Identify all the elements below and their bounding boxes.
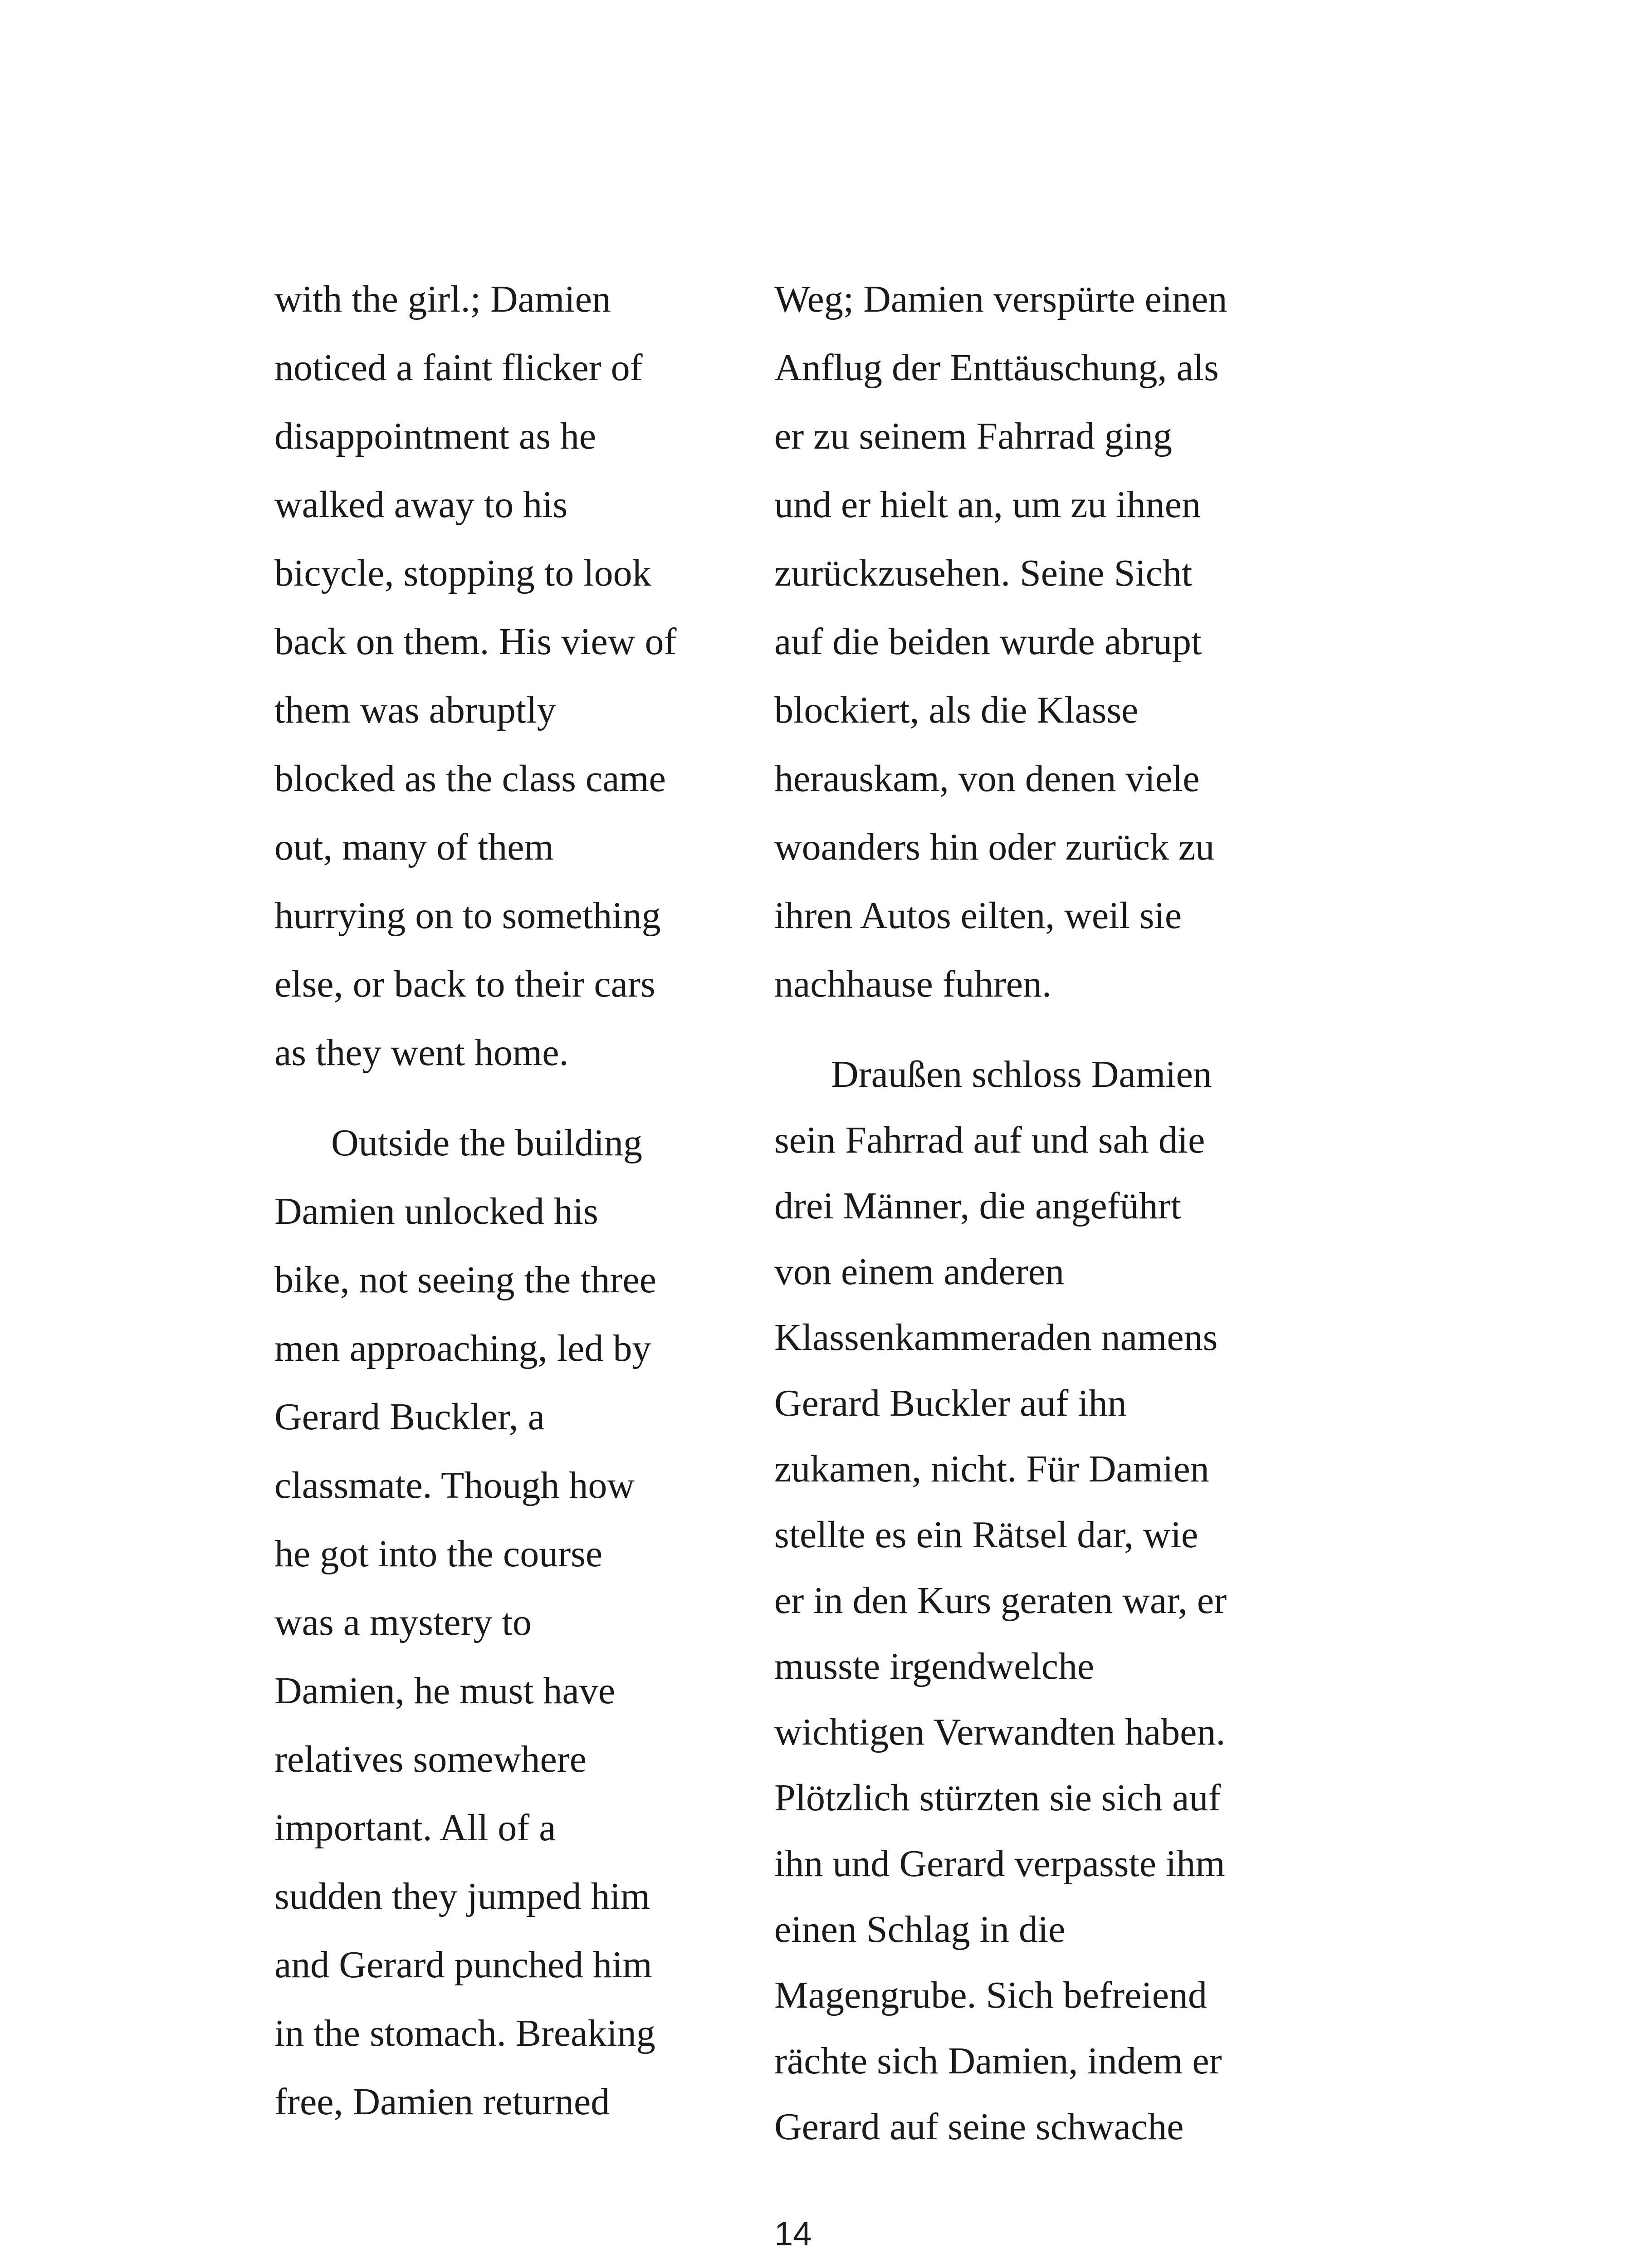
left-line: important. All of a [274, 1807, 556, 1849]
right-line: und er hielt an, um zu ihnen [774, 484, 1201, 526]
right-line: nachhause fuhren. [774, 963, 1052, 1005]
right-line: Klassenkammeraden namens [774, 1316, 1218, 1359]
right-line: sein Fahrrad auf und sah die [774, 1119, 1205, 1161]
left-line: walked away to his [274, 484, 568, 526]
right-line: zukamen, nicht. Für Damien [774, 1448, 1209, 1490]
left-line: with the girl.; Damien [274, 278, 611, 320]
right-line: er in den Kurs geraten war, er [774, 1579, 1227, 1622]
left-line: disappointment as he [274, 415, 596, 457]
right-line: stellte es ein Rätsel dar, wie [774, 1514, 1198, 1556]
right-line: woanders hin oder zurück zu [774, 826, 1215, 868]
left-line: bicycle, stopping to look [274, 552, 651, 594]
right-line: ihren Autos eilten, weil sie [774, 894, 1182, 937]
page-number: 14 [774, 2215, 812, 2253]
right-line: Magengrube. Sich befreiend [774, 1974, 1207, 2016]
left-line: them was abruptly [274, 689, 556, 731]
right-line: wichtigen Verwandten haben. [774, 1711, 1226, 1753]
right-line: Gerard auf seine schwache [774, 2106, 1184, 2148]
left-line: and Gerard punched him [274, 1944, 652, 1986]
left-line: sudden they jumped him [274, 1875, 650, 1917]
left-line: as they went home. [274, 1031, 569, 1074]
right-line: ihn und Gerard verpasste ihm [774, 1843, 1225, 1885]
left-line: classmate. Though how [274, 1464, 635, 1506]
left-line: bike, not seeing the three [274, 1259, 657, 1301]
left-line: in the stomach. Breaking [274, 2012, 655, 2054]
right-line: Weg; Damien verspürte einen [774, 278, 1227, 320]
right-line: Draußen schloss Damien [831, 1053, 1212, 1095]
left-line: Outside the building [331, 1122, 642, 1164]
right-line: einen Schlag in die [774, 1908, 1066, 1950]
left-line: Damien, he must have [274, 1670, 616, 1712]
right-line: Gerard Buckler auf ihn [774, 1382, 1127, 1424]
left-line: men approaching, led by [274, 1327, 651, 1369]
left-line: Gerard Buckler, a [274, 1396, 545, 1438]
right-line: musste irgendwelche [774, 1645, 1095, 1687]
right-line: von einem anderen [774, 1251, 1065, 1293]
left-line: blocked as the class came [274, 758, 666, 800]
right-line: er zu seinem Fahrrad ging [774, 415, 1173, 457]
left-line: back on them. His view of [274, 621, 677, 663]
right-line: herauskam, von denen viele [774, 758, 1200, 800]
left-line: free, Damien returned [274, 2081, 610, 2123]
right-line: blockiert, als die Klasse [774, 689, 1139, 731]
left-line: out, many of them [274, 826, 554, 868]
left-line: was a mystery to [274, 1601, 532, 1643]
left-line: relatives somewhere [274, 1738, 587, 1780]
left-line: else, or back to their cars [274, 963, 655, 1005]
right-line: drei Männer, die angeführt [774, 1185, 1181, 1227]
left-line: he got into the course [274, 1533, 603, 1575]
left-line: noticed a faint flicker of [274, 347, 643, 389]
right-line: Plötzlich stürzten sie sich auf [774, 1777, 1221, 1819]
left-line: hurrying on to something [274, 894, 661, 937]
left-line: Damien unlocked his [274, 1190, 598, 1232]
right-line: zurückzusehen. Seine Sicht [774, 552, 1193, 594]
right-line: rächte sich Damien, indem er [774, 2040, 1222, 2082]
right-line: Anflug der Enttäuschung, als [774, 347, 1219, 389]
right-line: auf die beiden wurde abrupt [774, 621, 1202, 663]
